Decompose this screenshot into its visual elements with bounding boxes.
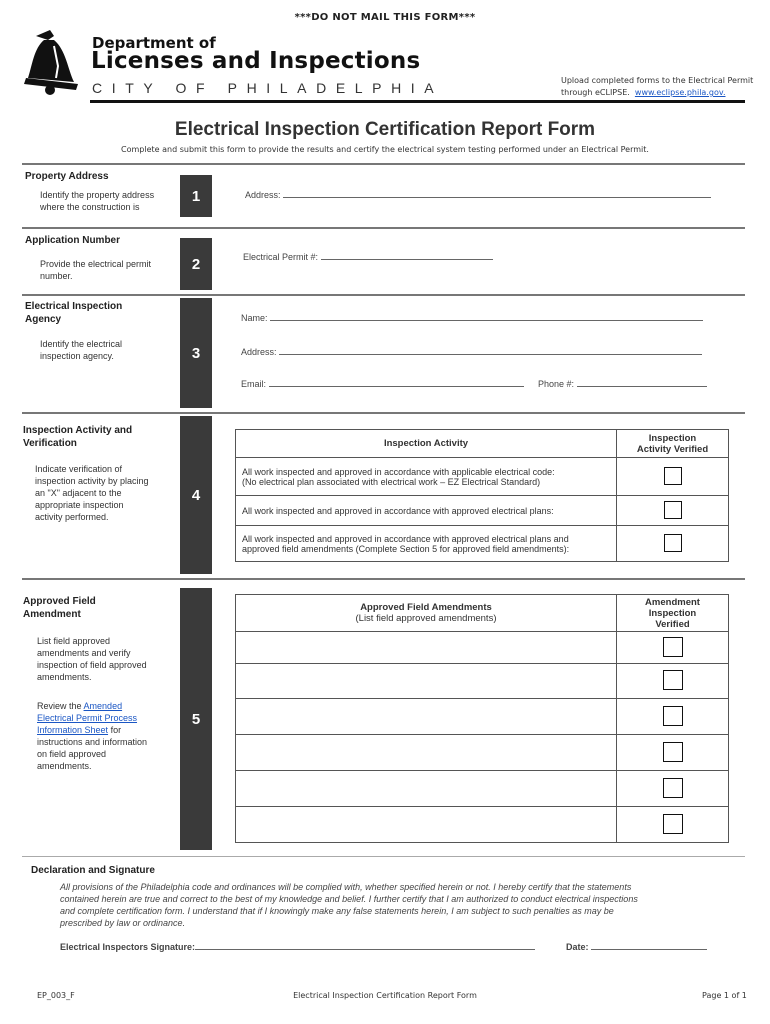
activity-verified-checkbox[interactable] [664, 501, 682, 519]
activity-row-text: All work inspected and approved in accordance with approved electrical plans: [236, 496, 617, 526]
section5-description: List field approved amendments and verify inspection of field approved amendments. [37, 636, 147, 682]
amendment-entry[interactable] [236, 771, 617, 807]
form-subtitle: Complete and submit this form to provide the results and certify the electrical system testing performed under an Electrical Permit. [121, 145, 649, 154]
divider-top [22, 163, 745, 165]
table-row [236, 458, 729, 496]
upload-instruction-prefix: through eCLIPSE. [561, 88, 630, 97]
divider-5 [22, 856, 745, 857]
logo-department-of: Department of [92, 34, 216, 52]
table-row [236, 526, 729, 562]
amendment-verified-header: Amendment Inspection Verified [617, 595, 729, 632]
divider-4 [22, 578, 745, 580]
amendment-verified-checkbox[interactable] [663, 778, 683, 798]
section5-number: 5 [180, 588, 212, 850]
table-row [236, 632, 729, 664]
section5-heading: Approved Field Amendment [23, 596, 96, 620]
table-row [236, 735, 729, 771]
footer-form-code: EP_003_F [37, 991, 75, 1000]
amendment-verified-checkbox[interactable] [663, 706, 683, 726]
address-field[interactable]: Address: [245, 189, 720, 200]
divider-3 [22, 412, 745, 414]
amended-permit-link[interactable]: Amended [83, 701, 123, 711]
agency-address-field[interactable]: Address: [241, 346, 711, 357]
eclipse-link[interactable]: www.eclipse.phila.gov. [634, 88, 726, 97]
divider-2 [22, 294, 745, 296]
amended-permit-link[interactable]: Information Sheet [37, 725, 109, 735]
amendment-entry[interactable] [236, 807, 617, 843]
amendments-header: Approved Field Amendments (List field approved amendments) [236, 595, 617, 632]
amendment-verified-checkbox[interactable] [663, 637, 683, 657]
divider-1 [22, 227, 745, 229]
date-field[interactable]: Date: [566, 941, 716, 952]
declaration-text: All provisions of the Philadelphia code and ordinances will be complied with, whether specified herein or not. I hereby certify that the statements contained herein are true and correct to the best of my knowledge and belief. I further certify that I am authorized to conduct electrical inspections and complete certification form. I understand that if I knowingly make any false statements herein, I am subject to such penalties as may be prescribed by law or ordinance. [60, 882, 638, 928]
logo-city-of-philadelphia: CITY OF PHILADELPHIA [92, 80, 444, 96]
section2-number: 2 [180, 238, 212, 290]
activity-verified-checkbox[interactable] [664, 534, 682, 552]
section3-number: 3 [180, 298, 212, 408]
agency-email-field[interactable]: Email: [241, 378, 531, 389]
logo-licenses-and-inspections: Licenses and Inspections [91, 48, 421, 74]
table-row [236, 496, 729, 526]
inspection-activity-table [235, 429, 729, 562]
amendment-entry[interactable] [236, 735, 617, 771]
upload-instruction-line1: Upload completed forms to the Electrical Permit [561, 76, 754, 85]
amendment-entry[interactable] [236, 664, 617, 699]
declaration-heading: Declaration and Signature [31, 865, 155, 876]
section2-description: Provide the electrical permit number. [40, 259, 152, 281]
field-amendments-table [235, 594, 729, 843]
section3-description: Identify the electrical inspection agency. [40, 339, 123, 361]
upload-instruction-line2 [561, 88, 726, 97]
activity-verified-checkbox[interactable] [664, 467, 682, 485]
footer-form-title: Electrical Inspection Certification Report Form [293, 991, 477, 1000]
section5-review-note: Review the Amended Electrical Permit Process Information Sheet for instructions and information on field approved amendments. [37, 701, 148, 771]
section4-description: Indicate verification of inspection activity by placing an "X" adjacent to the appropriate inspection activity performed. [35, 464, 149, 522]
inspection-activity-header: Inspection Activity [236, 430, 617, 458]
agency-name-field[interactable]: Name: [241, 312, 711, 323]
table-row [236, 771, 729, 807]
amendment-entry[interactable] [236, 699, 617, 735]
activity-row-text: All work inspected and approved in accordance with approved electrical plans and approved field amendments (Complete Section 5 for approved field amendments): [236, 526, 617, 562]
footer-page-number: Page 1 of 1 [702, 991, 747, 1000]
amendment-verified-checkbox[interactable] [663, 814, 683, 834]
amended-permit-link[interactable]: Electrical Permit Process [37, 713, 138, 723]
form-title: Electrical Inspection Certification Report Form [174, 119, 596, 140]
table-row [236, 807, 729, 843]
section1-description: Identify the property address where the construction is [40, 190, 155, 212]
amendment-verified-checkbox[interactable] [663, 742, 683, 762]
liberty-bell-logo-icon [24, 26, 88, 98]
logo-divider [90, 100, 745, 103]
amendment-verified-checkbox[interactable] [663, 670, 683, 690]
table-row [236, 664, 729, 699]
table-row [236, 699, 729, 735]
section1-heading: Property Address [25, 171, 109, 182]
section4-number: 4 [180, 416, 212, 574]
agency-phone-field[interactable]: Phone #: [538, 378, 713, 389]
signature-field[interactable]: Electrical Inspectors Signature: [60, 941, 555, 952]
activity-verified-header: Inspection Activity Verified [617, 430, 729, 458]
section3-heading: Electrical Inspection Agency [25, 301, 123, 325]
section4-heading: Inspection Activity and Verification [23, 425, 133, 449]
section2-heading: Application Number [25, 235, 121, 246]
electrical-permit-field[interactable]: Electrical Permit #: [243, 251, 503, 262]
section1-number: 1 [180, 175, 212, 217]
do-not-mail-warning: ***DO NOT MAIL THIS FORM*** [294, 12, 476, 23]
amendment-entry[interactable] [236, 632, 617, 664]
activity-row-text: All work inspected and approved in accordance with applicable electrical code: (No electrical plan associated with electrical work – EZ Electrical Standard) [236, 458, 617, 496]
